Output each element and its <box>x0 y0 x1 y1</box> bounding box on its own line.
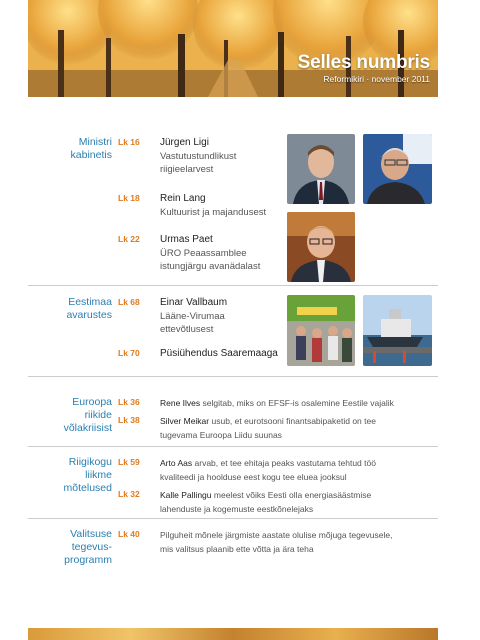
entry-name: Einar Vallbaum <box>160 297 228 308</box>
section-divider <box>28 518 438 519</box>
section-label-line: Riigikogu <box>68 456 112 468</box>
entry-text: Arto Aas arvab, et tee ehitaja peaks vastutama tehtud töö kvaliteedi ja hoolduse eest kogu tee eluea jooksul <box>160 458 376 482</box>
portrait-image <box>287 212 355 282</box>
entry-name: Arto Aas <box>160 458 193 468</box>
page-ref: Lk 38 <box>118 415 140 425</box>
entry-name: Jürgen Ligi <box>160 137 209 148</box>
section-label-line: avarustes <box>66 309 112 321</box>
section-label-line: võlakriisist <box>63 422 112 434</box>
entry-name: Rein Lang <box>160 193 206 204</box>
page-ref: Lk 59 <box>118 457 140 467</box>
entry-text: Silver Meikar usub, et eurotsooni finantsabipaketid on tee tugevama Euroopa Liidu suunas <box>160 416 376 440</box>
toc-entry[interactable] <box>118 528 408 556</box>
entry-name: Silver Meikar <box>160 416 210 426</box>
photo-rein-lang <box>363 134 432 204</box>
toc-entry[interactable] <box>118 488 408 516</box>
section-label-line: Eestimaa <box>68 296 112 308</box>
section-label-line: Valitsuse <box>70 528 112 540</box>
toc-entry[interactable] <box>118 192 283 220</box>
entry-text: Rene Ilves selgitab, miks on EFSF-is osalemine Eestile vajalik <box>160 398 394 408</box>
photo-saaremaa-ferry <box>363 295 432 366</box>
entry-name: Püsiühendus Saaremaaga <box>160 348 278 359</box>
section-label-line: programm <box>64 554 112 566</box>
entry-name: Kalle Pallingu <box>160 490 212 500</box>
section-label-riigikogu <box>26 456 112 495</box>
entry-text: Kalle Pallingu meelest võiks Eesti olla energiasäästmise lahenduste ja kogemuste eestkõnelejaks <box>160 490 372 514</box>
section-label-euroopa <box>26 396 112 435</box>
photo-einar-vallbaum <box>287 295 355 366</box>
entry-desc: ÜRO Peaassamblee istungjärgu avanädalast <box>160 248 261 272</box>
section-divider <box>28 446 438 447</box>
toc-entry[interactable] <box>118 136 283 176</box>
toc-entry[interactable] <box>118 414 408 442</box>
portrait-image <box>287 134 355 204</box>
footer-banner <box>28 628 438 640</box>
toc-entry[interactable] <box>118 396 408 410</box>
section-label-valitsuse <box>26 528 112 567</box>
section-label-line: riikide <box>84 409 112 421</box>
photo-urmas-paet <box>287 212 355 282</box>
portrait-image <box>363 134 432 204</box>
section-label-line: mõtelused <box>63 482 112 494</box>
toc-entry[interactable] <box>118 296 283 336</box>
entry-desc: Kultuurist ja majandusest <box>160 207 267 218</box>
page-ref: Lk 18 <box>118 193 140 203</box>
page-ref: Lk 68 <box>118 297 140 307</box>
section-label-eestimaa-avarustes <box>26 296 112 322</box>
section-label-line: Euroopa <box>72 396 112 408</box>
page-ref: Lk 70 <box>118 348 140 358</box>
section-label-ministri-kabinetis <box>26 136 112 162</box>
entry-name: Rene Ilves <box>160 398 201 408</box>
page-ref: Lk 36 <box>118 397 140 407</box>
section-label-line: kabinetis <box>70 149 112 161</box>
page-ref: Lk 32 <box>118 489 140 499</box>
section-label-line: Ministri <box>78 136 112 148</box>
page-ref: Lk 22 <box>118 234 140 244</box>
toc-entry[interactable] <box>118 456 408 484</box>
entry-name: Urmas Paet <box>160 234 213 245</box>
entry-text: Pilguheit mõnele järgmiste aastate olulise mõjuga tegevusele, mis valitsus plaanib ette võtta ja ära teha <box>160 530 393 554</box>
section-label-line: liikme <box>85 469 112 481</box>
toc-entry[interactable] <box>118 233 283 273</box>
toc-entry[interactable] <box>118 347 283 363</box>
banner-subtitle: Reformikiri · november 2011 <box>323 74 430 84</box>
section-label-line: tegevus- <box>71 541 112 553</box>
header-banner <box>28 0 438 97</box>
section-divider <box>28 285 438 286</box>
entry-desc: Lääne-Virumaa ettevõtlusest <box>160 311 225 335</box>
banner-title: Selles numbris <box>297 52 430 73</box>
ferry-image <box>363 295 432 366</box>
section-divider <box>28 376 438 377</box>
fair-crowd-image <box>287 295 355 366</box>
photo-jurgen-ligi <box>287 134 355 204</box>
page-ref: Lk 40 <box>118 529 140 539</box>
page-ref: Lk 16 <box>118 137 140 147</box>
entry-desc: Vastutustundlikust riigieelarvest <box>160 151 237 175</box>
